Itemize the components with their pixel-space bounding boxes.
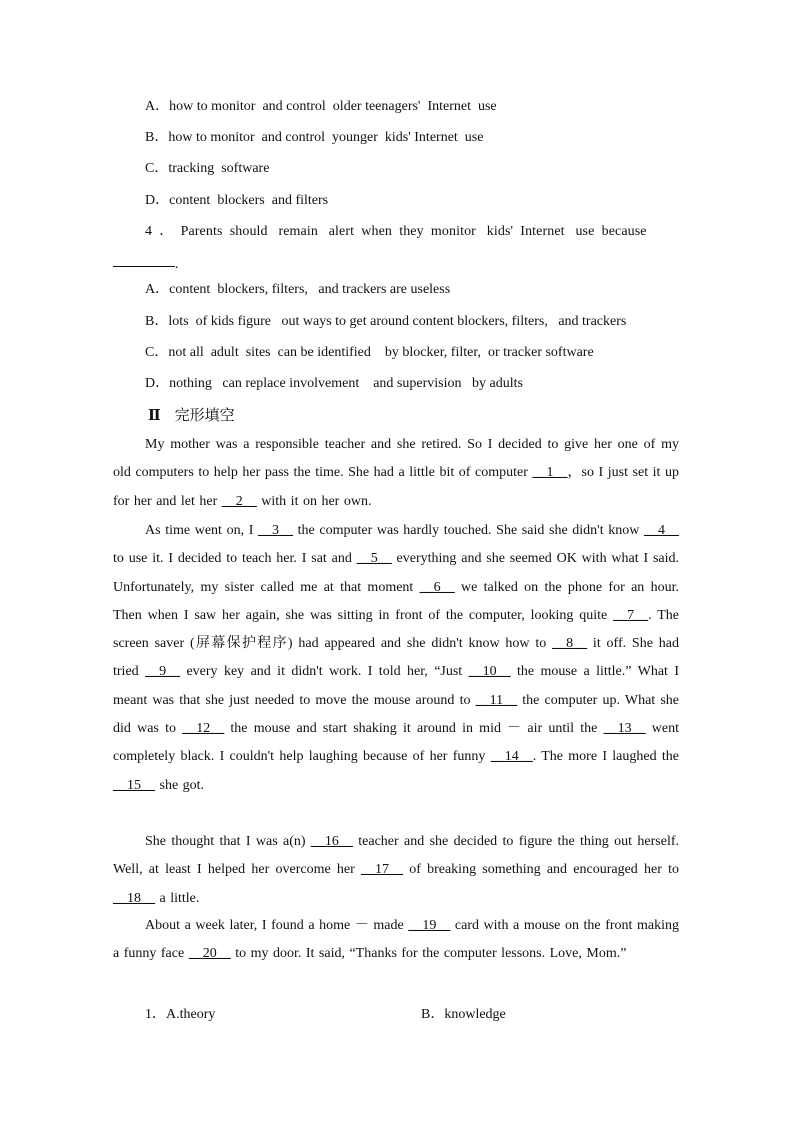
passage-text: . The more I laughed the	[532, 749, 679, 765]
q1-option-a: 1．A.theory	[145, 1007, 216, 1022]
passage-paragraph	[113, 828, 679, 913]
passage-paragraph	[113, 517, 679, 800]
cloze-blank: __16__	[310, 834, 353, 849]
passage-text: . The screen saver (屏幕保护程序) had appeared and she didn't know how to	[113, 607, 679, 652]
cloze-blank: __18__	[113, 890, 155, 906]
passage-text: a little.	[155, 890, 200, 906]
q4-stem: 4 ． Parents should remain alert when they monitor kids' Internet use because	[145, 224, 647, 239]
passage-text: the computer up. What she did was to	[113, 692, 679, 737]
passage-paragraph	[113, 912, 679, 969]
passage-text: the mouse a little.” What I meant was that she just needed to move the mouse around to	[113, 664, 679, 708]
passage-text: she got.	[155, 777, 205, 793]
q4-option-b: B．lots of kids figure out ways to get around content blockers, filters, and trackers	[145, 314, 627, 329]
q1-option-b: B．knowledge	[421, 1007, 506, 1022]
cloze-blank: __6__	[419, 579, 455, 595]
passage-text: to my door. It said, “Thanks for the computer lessons. Love, Mom.”	[230, 946, 627, 962]
cloze-blank: __10__	[468, 664, 511, 680]
q4-option-d: D．nothing can replace involvement and supervision by adults	[145, 376, 523, 391]
q4-answer-blank	[113, 266, 175, 267]
cloze-blank: __5__	[356, 551, 392, 567]
cloze-blank: __11__	[475, 692, 518, 708]
passage-text: everything and she seemed OK with what I said. Unfortunately, my sister called me at that moment	[113, 551, 680, 595]
q4-option-a: A．content blockers, filters, and trackers are useless	[145, 282, 451, 297]
passage-text: card with a mouse on the front making a funny face	[113, 918, 679, 962]
q4-stem-end: .	[175, 257, 179, 272]
passage-text: every key and it didn't work. I told her, “Just	[180, 664, 469, 680]
q3-option-b: B．how to monitor and control younger kids' Internet use	[145, 130, 484, 145]
q3-option-d: D．content blockers and filters	[145, 193, 329, 208]
passage-text: of breaking something and encouraged her to	[403, 862, 679, 878]
cloze-blank: __15__	[113, 777, 155, 793]
passage-paragraph	[113, 431, 679, 516]
cloze-blank: __14__	[490, 749, 533, 765]
passage-text: the computer was hardly touched. She said she didn't know	[293, 523, 644, 538]
cloze-blank: __13__	[603, 721, 646, 737]
passage-text: it off. She had tried	[113, 636, 679, 680]
passage-text: to use it. I decided to teach her. I sat and	[113, 551, 357, 567]
cloze-blank: __7__	[613, 607, 649, 623]
passage-text: teacher and she decided to figure the thing out herself. Well, at least I helped her overcome her	[113, 834, 679, 878]
cloze-blank: __1__	[532, 465, 568, 481]
section-title: 完形填空	[174, 408, 235, 424]
section-number: Ⅱ	[148, 408, 161, 424]
passage-text: My mother was a responsible teacher and she retired. So I decided to give her one of my old computers to help her pass the time. She had a little bit of computer	[113, 437, 679, 481]
cloze-blank: __3__	[258, 523, 294, 538]
q3-option-c: C．tracking software	[145, 161, 270, 176]
passage-text: About a week later, I found a home － made	[145, 918, 409, 933]
passage-text: we talked on the phone for an hour. Then when I saw her again, she was sitting in front of the computer, looking quite	[113, 579, 679, 623]
q4-option-c: C．not all adult sites can be identified by blocker, filter, or tracker software	[145, 345, 594, 360]
passage-text: As time went on, I	[145, 523, 259, 538]
passage-text: the mouse and start shaking it around in mid － air until the	[224, 721, 604, 737]
cloze-blank: __12__	[182, 721, 225, 737]
passage-text: with it on her own.	[256, 493, 372, 509]
cloze-blank: __9__	[145, 664, 181, 680]
section-heading	[148, 404, 235, 425]
cloze-blank: __20__	[188, 946, 231, 962]
cloze-blank: __19__	[408, 918, 451, 933]
passage-text: She thought that I was a(n)	[145, 834, 311, 849]
cloze-blank: __8__	[552, 636, 588, 652]
cloze-blank: __2__	[221, 493, 257, 509]
passage-text: ，so I just set it up for her and let her	[113, 465, 680, 509]
passage-text: went completely black. I couldn't help laughing because of her funny	[113, 721, 680, 765]
cloze-blank: __4__	[643, 523, 679, 538]
q3-option-a: A．how to monitor and control older teenagers' Internet use	[145, 99, 497, 114]
cloze-blank: __17__	[361, 862, 403, 878]
